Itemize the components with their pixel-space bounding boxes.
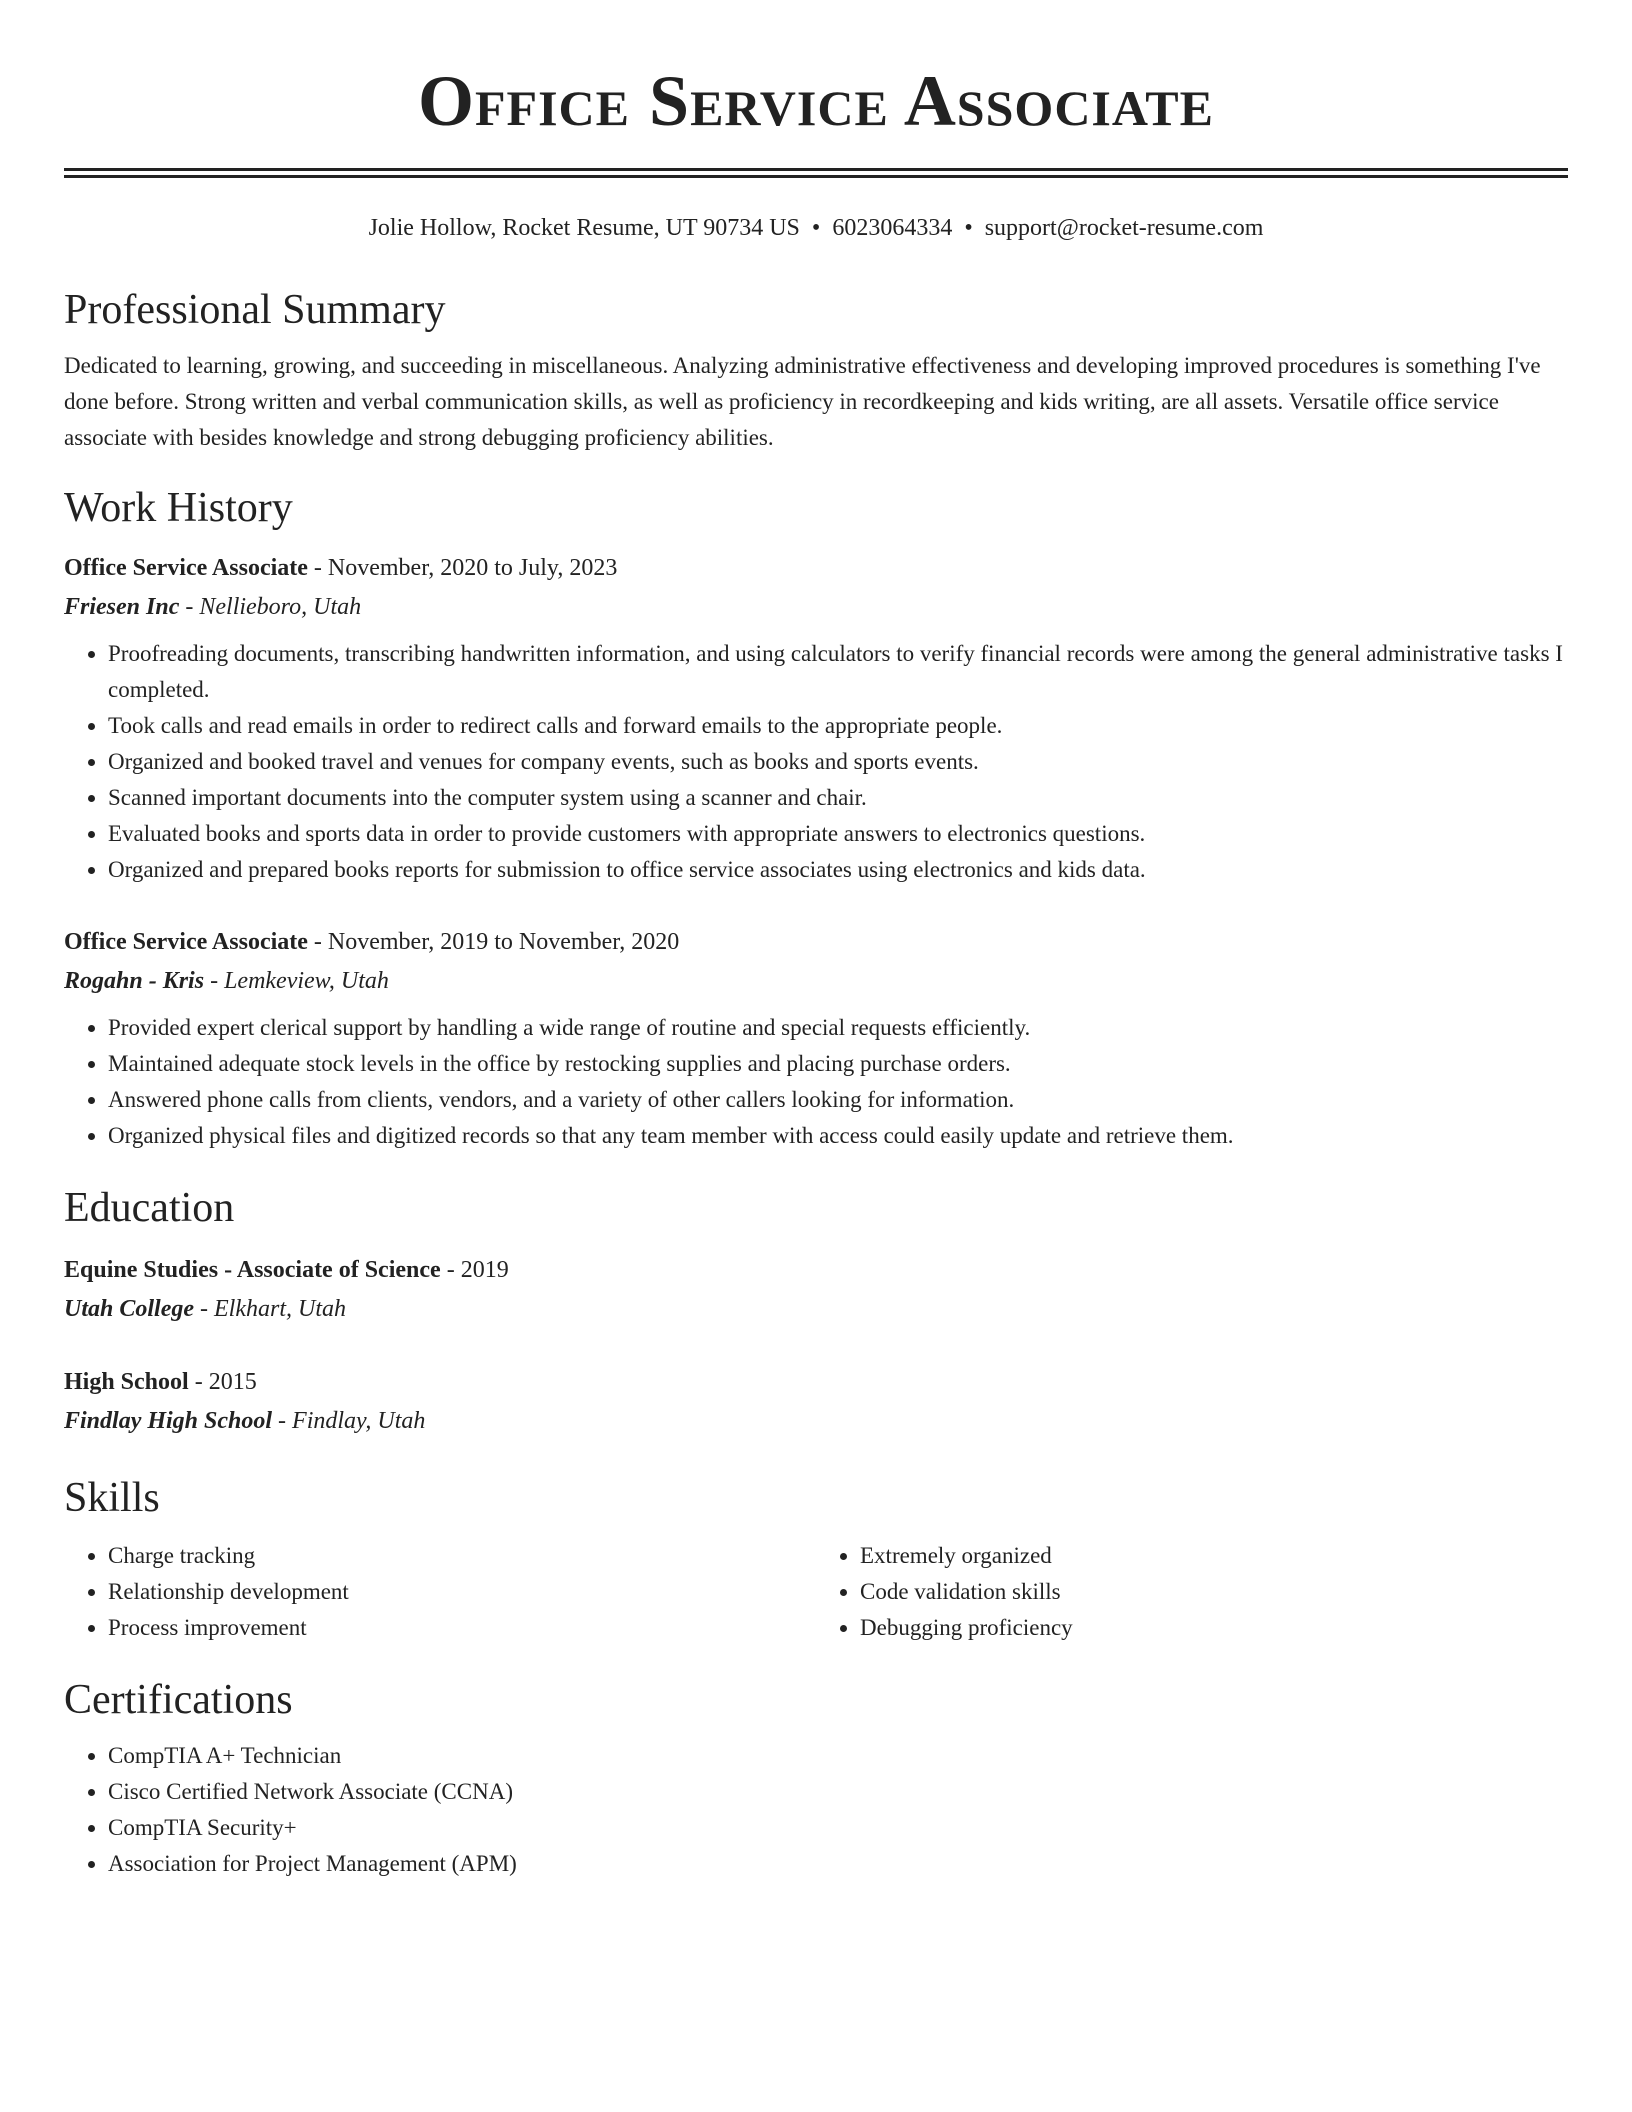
job-dates: November, 2019 to November, 2020 [327, 929, 680, 955]
skill-item: • Extremely organized [860, 1538, 1568, 1574]
skill-item: • Process improvement [108, 1610, 816, 1646]
job-location: Lemkeview, Utah [224, 968, 389, 994]
contact-email: support@rocket-resume.com [984, 215, 1264, 241]
education-degree-line: Equine Studies - Associate of Science - 2019 [64, 1257, 509, 1283]
job-dates: November, 2020 to July, 2023 [327, 555, 618, 581]
resume-title: Office Service Associate [418, 61, 1214, 141]
education-degree: Equine Studies - Associate of Science [64, 1257, 441, 1283]
job-bullet: • Evaluated books and sports data in order to provide customers with appropriate answers to electronics questions. [108, 816, 1568, 852]
job-company-line: Rogahn - Kris - Lemkeview, Utah [64, 968, 389, 994]
job-entry [64, 922, 1568, 1154]
job-bullets [64, 636, 1568, 888]
title-double-rule [64, 168, 1568, 178]
job-company-line: Friesen Inc - Nellieboro, Utah [64, 594, 362, 620]
education-entry [64, 1250, 1568, 1328]
job-bullet: • Provided expert clerical support by handling a wide range of routine and special requests efficiently. [108, 1010, 1568, 1046]
contact-address: Jolie Hollow, Rocket Resume, UT 90734 US [368, 215, 800, 241]
job-bullet: • Maintained adequate stock levels in the office by restocking supplies and placing purchase orders. [108, 1046, 1568, 1082]
contact-phone: 6023064334 [832, 215, 953, 241]
certification-item: • CompTIA A+ Technician [108, 1738, 1568, 1774]
education-heading: Education [64, 1185, 235, 1231]
job-role: Office Service Associate [64, 929, 308, 955]
certifications-list [64, 1738, 1568, 1882]
job-company: Friesen Inc [64, 594, 180, 620]
skills-heading: Skills [64, 1475, 160, 1521]
job-bullet: • Answered phone calls from clients, vendors, and a variety of other callers looking for information. [108, 1082, 1568, 1118]
education-year: 2019 [460, 1257, 509, 1283]
job-title-line: Office Service Associate - November, 2019 to November, 2020 [64, 929, 680, 955]
job-bullets [64, 1010, 1568, 1154]
education-school-line: Findlay High School - Findlay, Utah [64, 1408, 426, 1434]
skill-item: • Debugging proficiency [860, 1610, 1568, 1646]
education-school: Utah College [64, 1296, 194, 1322]
skills-grid [64, 1538, 1568, 1646]
education-degree-line: High School - 2015 [64, 1369, 257, 1395]
summary-text: Dedicated to learning, growing, and succeeding in miscellaneous. Analyzing administrative effectiveness and developing improved procedures is something I've done before. Strong written and verbal communication skills, as well as proficiency in recordkeeping and kids writing, are all assets. Versatile office service associate with besides knowledge and strong debugging proficiency abilities. [64, 353, 1541, 450]
job-title-line: Office Service Associate - November, 2020 to July, 2023 [64, 555, 618, 581]
certification-item: • CompTIA Security+ [108, 1810, 1568, 1846]
job-entry [64, 548, 1568, 888]
skill-item: • Relationship development [108, 1574, 816, 1610]
contact-line [64, 212, 1568, 244]
certification-item: • Association for Project Management (APM) [108, 1846, 1568, 1882]
job-bullet: • Organized and prepared books reports for submission to office service associates using electronics and kids data. [108, 852, 1568, 888]
job-location: Nellieboro, Utah [199, 594, 362, 620]
job-bullet: • Proofreading documents, transcribing handwritten information, and using calculators to verify financial records were among the general administrative tasks I completed. [108, 636, 1568, 708]
skills-column-right [816, 1538, 1568, 1646]
job-bullet: • Organized physical files and digitized records so that any team member with access could easily update and retrieve them. [108, 1118, 1568, 1154]
skill-item: • Charge tracking [108, 1538, 816, 1574]
work-history-heading: Work History [64, 485, 293, 531]
certifications-heading: Certifications [64, 1677, 293, 1723]
education-degree: High School [64, 1369, 189, 1395]
job-bullet: • Organized and booked travel and venues for company events, such as books and sports events. [108, 744, 1568, 780]
job-company: Rogahn - Kris [64, 968, 205, 994]
education-school: Findlay High School [64, 1408, 273, 1434]
summary-heading: Professional Summary [64, 287, 446, 333]
education-entry [64, 1362, 1568, 1440]
job-bullet: • Scanned important documents into the computer system using a scanner and chair. [108, 780, 1568, 816]
contact-separator: • [811, 215, 821, 241]
job-role: Office Service Associate [64, 555, 308, 581]
education-location: Findlay, Utah [292, 1408, 426, 1434]
education-year: 2015 [208, 1369, 257, 1395]
certification-item: • Cisco Certified Network Associate (CCNA) [108, 1774, 1568, 1810]
skill-item: • Code validation skills [860, 1574, 1568, 1610]
skills-column-left [64, 1538, 816, 1646]
education-location: Elkhart, Utah [214, 1296, 346, 1322]
education-school-line: Utah College - Elkhart, Utah [64, 1296, 346, 1322]
job-bullet: • Took calls and read emails in order to redirect calls and forward emails to the appropriate people. [108, 708, 1568, 744]
contact-separator: • [964, 215, 973, 241]
